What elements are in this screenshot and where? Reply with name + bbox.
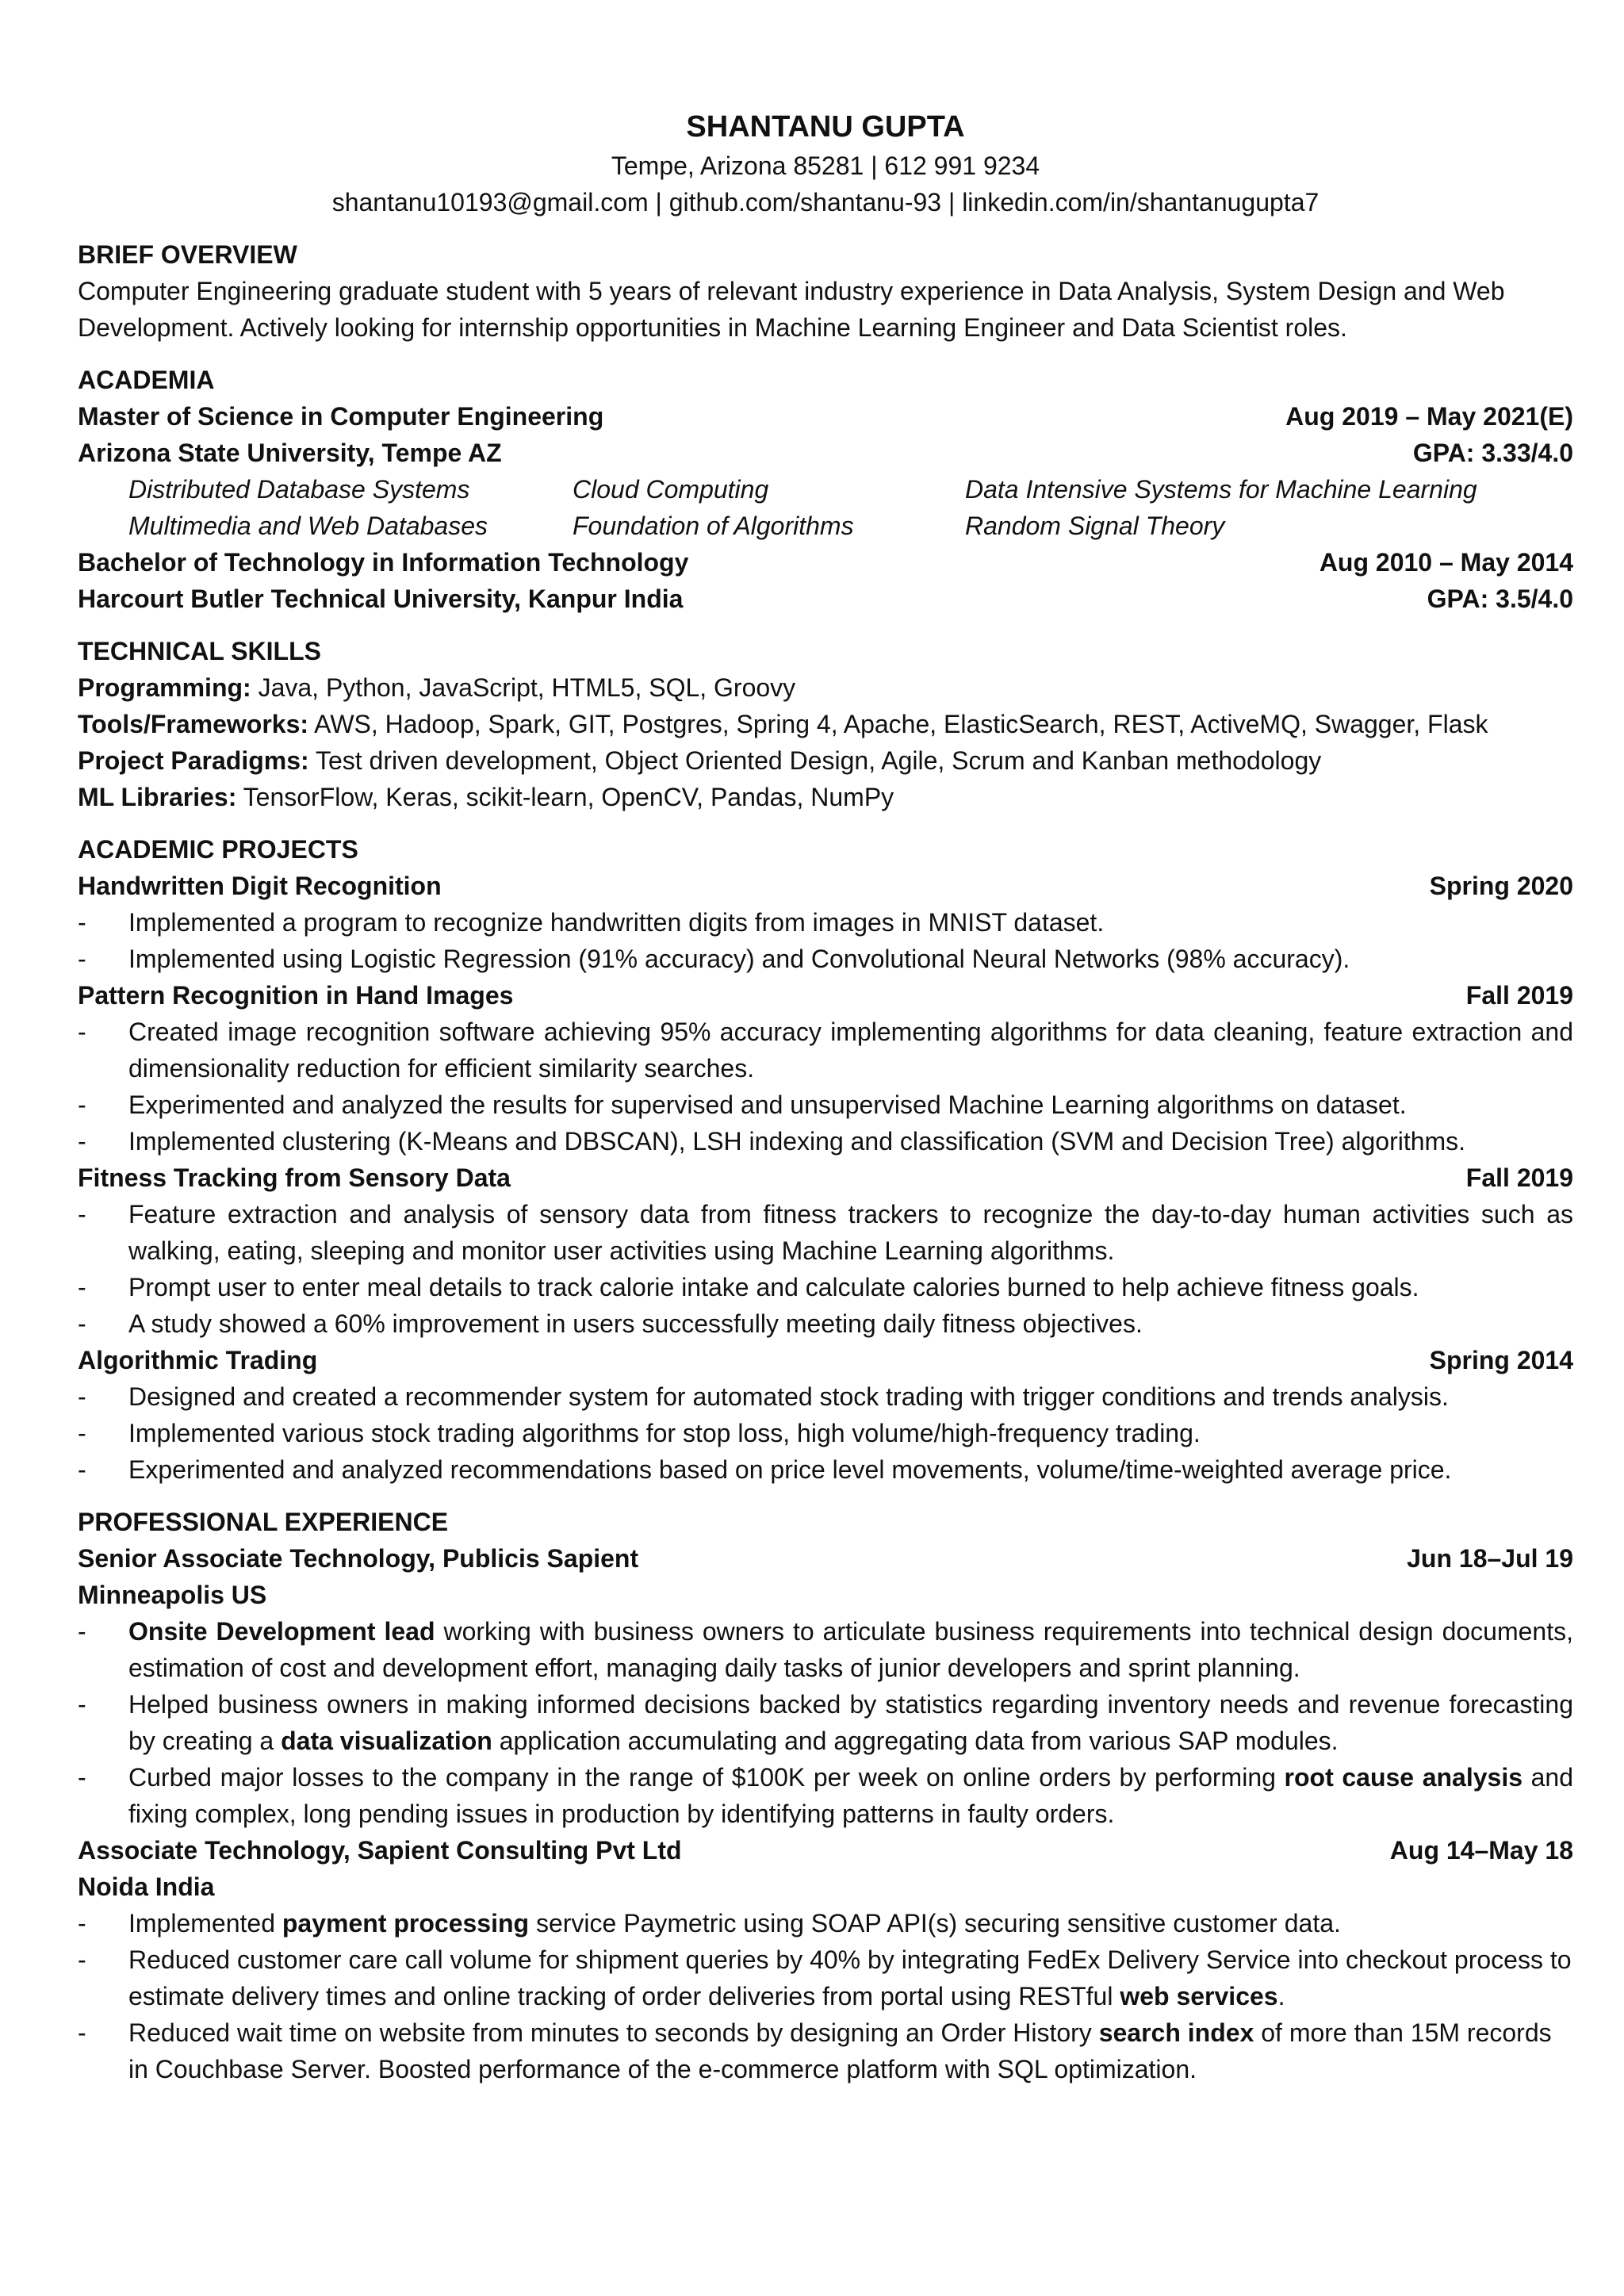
- bullet-dash: -: [78, 1690, 86, 1719]
- bullet-text: Prompt user to enter meal details to track calorie intake and calculate calories burned to help achieve fitness goals.: [128, 1273, 1419, 1301]
- bullet-dash: -: [78, 2018, 86, 2047]
- bullet-text-post: and fixing complex, long pending issues in production by identifying patterns in faulty orders.: [128, 1763, 1574, 1828]
- job-block: [78, 1832, 1573, 2087]
- candidate-name: SHANTANU GUPTA: [686, 110, 965, 144]
- ms-courses: [78, 471, 1573, 544]
- bullet-item: [78, 1378, 1573, 1415]
- bullet-item: [78, 1269, 1573, 1305]
- bullet-text-pre: Reduced customer care call volume for shipment queries by 40% by integrating FedEx Delivery Service into checkout process to estimate delivery times and online tracking of order deliveries from portal using RESTful: [128, 1945, 1572, 2010]
- ms-degree: Master of Science in Computer Engineering: [78, 402, 604, 431]
- bullet-text: Experimented and analyzed recommendations based on price level movements, volume/time-weighted average price.: [128, 1455, 1452, 1484]
- bullet-item: [78, 1941, 1573, 2014]
- skill-value: Java, Python, JavaScript, HTML5, SQL, Groovy: [251, 673, 796, 702]
- course-item: Random Signal Theory: [965, 512, 1225, 540]
- bullet-item: [78, 1305, 1573, 1342]
- bullet-text-pre: Reduced wait time on website from minutes to seconds by designing an Order History: [128, 2018, 1099, 2047]
- bullet-text-post: of more than 15M records in Couchbase Server. Boosted performance of the e-commerce platform with SQL optimization.: [128, 2018, 1552, 2083]
- bullet-text-post: working with business owners to articulate business requirements into technical design documents, estimation of cost and development effort, managing daily tasks of junior developers and sprint planning.: [128, 1617, 1574, 1682]
- job-title: Associate Technology, Sapient Consulting Pvt Ltd: [78, 1836, 682, 1865]
- ms-dates: Aug 2019 – May 2021(E): [1285, 402, 1573, 431]
- btech-degree-row: [78, 544, 1573, 581]
- job-title-row: [78, 1832, 1573, 1869]
- project-date: Spring 2020: [1429, 872, 1573, 900]
- bullet-text: Feature extraction and analysis of sensory data from fitness trackers to recognize the day-to-day human activities such as walking, eating, sleeping and monitor user activities using Machine Learning algorithms.: [128, 1200, 1573, 1265]
- project-date: Spring 2014: [1429, 1346, 1573, 1374]
- job-location: Minneapolis US: [78, 1581, 267, 1609]
- project-title: Fitness Tracking from Sensory Data: [78, 1163, 511, 1192]
- bullet-text: Created image recognition software achieving 95% accuracy implementing algorithms for data cleaning, feature extraction and dimensionality reduction for efficient similarity searches.: [128, 1018, 1573, 1083]
- project-title-row: [78, 1342, 1573, 1378]
- bullet-text: [128, 2014, 1573, 2087]
- bullet-text-bold: web services: [1120, 1982, 1278, 2010]
- skill-value: Test driven development, Object Oriented Design, Agile, Scrum and Kanban methodology: [308, 746, 1322, 775]
- bullet-dash: -: [78, 1617, 86, 1646]
- bullet-item: [78, 1451, 1573, 1488]
- job-title: Senior Associate Technology, Publicis Sapient: [78, 1544, 639, 1573]
- project-block: [78, 1159, 1573, 1342]
- bullet-dash: -: [78, 1273, 86, 1301]
- bullet-text: [128, 1686, 1573, 1759]
- bullet-item: [78, 1686, 1573, 1759]
- bullet-dash: -: [78, 1309, 86, 1338]
- bullet-dash: -: [78, 1127, 86, 1156]
- bullet-dash: -: [78, 1909, 86, 1938]
- skills-heading: TECHNICAL SKILLS: [78, 637, 321, 665]
- bullet-item: [78, 1759, 1573, 1832]
- btech-dates: Aug 2010 – May 2014: [1319, 548, 1573, 577]
- bullet-text: [128, 1759, 1573, 1832]
- project-title: Handwritten Digit Recognition: [78, 872, 442, 900]
- project-title-row: [78, 868, 1573, 904]
- bullet-text-bold: data visualization: [281, 1727, 492, 1755]
- project-date: Fall 2019: [1465, 981, 1573, 1010]
- skill-line: [78, 779, 1573, 815]
- project-title-row: [78, 1159, 1573, 1196]
- bullet-text-bold: search index: [1098, 2018, 1254, 2047]
- job-location: Noida India: [78, 1872, 215, 1901]
- bullet-item: [78, 1196, 1573, 1269]
- bullet-text: [128, 1941, 1573, 2014]
- overview-heading: BRIEF OVERVIEW: [78, 240, 297, 269]
- project-title-row: [78, 977, 1573, 1014]
- bullet-item: [78, 941, 1573, 977]
- bullet-dash: -: [78, 1419, 86, 1447]
- projects-heading: ACADEMIC PROJECTS: [78, 835, 358, 864]
- bullet-text-pre: Curbed major losses to the company in the range of $100K per week on online orders by performing: [128, 1763, 1285, 1792]
- bullet-dash: -: [78, 908, 86, 937]
- ms-school-row: [78, 435, 1573, 471]
- btech-degree: Bachelor of Technology in Information Technology: [78, 548, 689, 577]
- skill-line: [78, 742, 1573, 779]
- job-block: [78, 1540, 1573, 1832]
- bullet-text-post: application accumulating and aggregating data from various SAP modules.: [492, 1727, 1339, 1755]
- job-dates: Jun 18–Jul 19: [1407, 1544, 1573, 1573]
- project-title: Pattern Recognition in Hand Images: [78, 981, 514, 1010]
- bullet-item: [78, 1087, 1573, 1123]
- bullet-item: [78, 1014, 1573, 1087]
- btech-school-row: [78, 581, 1573, 617]
- job-dates: Aug 14–May 18: [1389, 1836, 1573, 1865]
- bullet-text-post: service Paymetric using SOAP API(s) securing sensitive customer data.: [529, 1909, 1341, 1938]
- bullet-dash: -: [78, 1091, 86, 1119]
- bullet-text: Implemented a program to recognize handwritten digits from images in MNIST dataset.: [128, 908, 1105, 937]
- bullet-dash: -: [78, 1018, 86, 1046]
- skill-label: Programming:: [78, 673, 251, 702]
- bullet-dash: -: [78, 1382, 86, 1411]
- project-block: [78, 977, 1573, 1159]
- contact-links: shantanu10193@gmail.com | github.com/shantanu-93 | linkedin.com/in/shantanugupta7: [331, 188, 1320, 217]
- bullet-text: A study showed a 60% improvement in users successfully meeting daily fitness objectives.: [128, 1309, 1143, 1338]
- bullet-dash: -: [78, 1945, 86, 1974]
- bullet-text-pre: Implemented: [128, 1909, 282, 1938]
- skill-label: Tools/Frameworks:: [78, 710, 309, 738]
- resume-page: [78, 106, 1573, 2087]
- bullet-text: Implemented various stock trading algorithms for stop loss, high volume/high-frequency trading.: [128, 1419, 1201, 1447]
- bullet-item: [78, 1415, 1573, 1451]
- bullet-text-bold: root cause analysis: [1284, 1763, 1523, 1792]
- ms-gpa: GPA: 3.33/4.0: [1412, 439, 1573, 467]
- course-item: Foundation of Algorithms: [573, 512, 854, 540]
- bullet-text: [128, 1905, 1573, 1941]
- skill-value: AWS, Hadoop, Spark, GIT, Postgres, Spring 4, Apache, ElasticSearch, REST, ActiveMQ, Swagger, Flask: [308, 710, 1488, 738]
- skill-line: [78, 706, 1573, 742]
- bullet-text: Implemented using Logistic Regression (91% accuracy) and Convolutional Neural Networks (98% accuracy).: [128, 945, 1350, 973]
- address-phone: Tempe, Arizona 85281 | 612 991 9234: [611, 151, 1040, 180]
- ms-school: Arizona State University, Tempe AZ: [78, 439, 502, 467]
- ms-degree-row: [78, 398, 1573, 435]
- bullet-text-post: .: [1277, 1982, 1285, 2010]
- skill-label: ML Libraries:: [78, 783, 237, 811]
- bullet-item: [78, 1905, 1573, 1941]
- bullet-dash: -: [78, 945, 86, 973]
- bullet-text: Experimented and analyzed the results for supervised and unsupervised Machine Learning algorithms on dataset.: [128, 1091, 1407, 1119]
- course-item: Distributed Database Systems: [128, 475, 470, 504]
- bullet-text-pre: Helped business owners in making informed decisions backed by statistics regarding inventory needs and revenue forecasting by creating a: [128, 1690, 1573, 1755]
- bullet-text-bold: Onsite Development lead: [128, 1617, 435, 1646]
- bullet-text: [128, 1613, 1573, 1686]
- bullet-dash: -: [78, 1455, 86, 1484]
- experience-heading: PROFESSIONAL EXPERIENCE: [78, 1508, 449, 1536]
- bullet-item: [78, 1613, 1573, 1686]
- skill-line: [78, 669, 1573, 706]
- course-item: Cloud Computing: [573, 475, 769, 504]
- course-item: Data Intensive Systems for Machine Learning: [965, 475, 1477, 504]
- btech-school: Harcourt Butler Technical University, Kanpur India: [78, 585, 684, 613]
- project-title: Algorithmic Trading: [78, 1346, 318, 1374]
- academia-heading: ACADEMIA: [78, 366, 215, 394]
- overview-text: Computer Engineering graduate student with 5 years of relevant industry experience in Data Analysis, System Design and Web Development. Actively looking for internship opportunities in Machine Learning Engineer and Data Scientist roles.: [78, 277, 1505, 342]
- project-block: [78, 868, 1573, 977]
- bullet-text: Designed and created a recommender system for automated stock trading with trigger conditions and trends analysis.: [128, 1382, 1449, 1411]
- btech-gpa: GPA: 3.5/4.0: [1427, 585, 1573, 613]
- bullet-item: [78, 2014, 1573, 2087]
- bullet-dash: -: [78, 1763, 86, 1792]
- bullet-item: [78, 904, 1573, 941]
- bullet-text-bold: payment processing: [282, 1909, 530, 1938]
- bullet-text: Implemented clustering (K-Means and DBSCAN), LSH indexing and classification (SVM and Decision Tree) algorithms.: [128, 1127, 1466, 1156]
- course-item: Multimedia and Web Databases: [128, 512, 488, 540]
- project-block: [78, 1342, 1573, 1488]
- job-title-row: [78, 1540, 1573, 1577]
- project-date: Fall 2019: [1465, 1163, 1573, 1192]
- skill-value: TensorFlow, Keras, scikit-learn, OpenCV, Pandas, NumPy: [236, 783, 894, 811]
- skill-label: Project Paradigms:: [78, 746, 309, 775]
- bullet-item: [78, 1123, 1573, 1159]
- bullet-dash: -: [78, 1200, 86, 1228]
